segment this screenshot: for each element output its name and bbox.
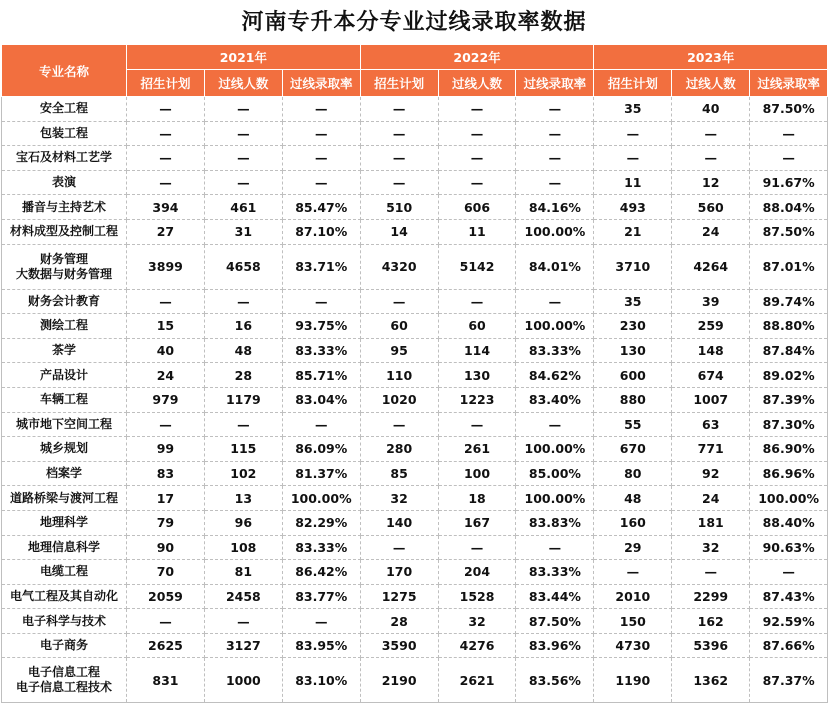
passed-cell: 24 — [672, 219, 750, 244]
passed-cell: 1179 — [204, 387, 282, 412]
rate-cell: — — [282, 412, 360, 437]
plan-cell: 831 — [127, 658, 205, 703]
major-name-text: 表演 — [51, 175, 76, 190]
passed-cell: 1528 — [438, 584, 516, 609]
rate-cell: — — [750, 560, 828, 585]
passed-cell: 4276 — [438, 633, 516, 658]
passed-cell: 60 — [438, 314, 516, 339]
table-row — [2, 289, 828, 314]
rate-cell: 100.00% — [516, 314, 594, 339]
passed-cell: 114 — [438, 338, 516, 363]
rate-cell: 100.00% — [282, 486, 360, 511]
rate-cell: 84.01% — [516, 244, 594, 289]
passed-cell: 12 — [672, 170, 750, 195]
table-row — [2, 658, 828, 703]
major-name-text: 大数据与财务管理 — [15, 266, 112, 281]
table-row — [2, 97, 828, 122]
major-name-cell — [2, 146, 127, 171]
rate-cell: 83.95% — [282, 633, 360, 658]
plan-cell: 280 — [360, 437, 438, 462]
major-name-cell — [2, 535, 127, 560]
plan-cell: 79 — [127, 510, 205, 535]
rate-cell: 100.00% — [750, 486, 828, 511]
major-name-cell — [2, 97, 127, 122]
plan-cell: — — [360, 412, 438, 437]
year-header-2023: 2023年 — [594, 45, 828, 70]
plan-cell: — — [360, 170, 438, 195]
passed-cell: 606 — [438, 195, 516, 220]
plan-cell: 48 — [594, 486, 672, 511]
major-name-text: 车辆工程 — [39, 392, 88, 407]
plan-cell: 35 — [594, 289, 672, 314]
rate-cell: 86.90% — [750, 437, 828, 462]
rate-cell: 89.02% — [750, 363, 828, 388]
plan-cell: 4320 — [360, 244, 438, 289]
rate-cell: 87.30% — [750, 412, 828, 437]
passed-cell: — — [204, 97, 282, 122]
passed-cell: 32 — [438, 609, 516, 634]
rate-cell: 88.04% — [750, 195, 828, 220]
major-name-text: 茶学 — [51, 343, 76, 358]
plan-cell: 21 — [594, 219, 672, 244]
rate-cell: 87.66% — [750, 633, 828, 658]
major-name-cell — [2, 461, 127, 486]
plan-cell: 170 — [360, 560, 438, 585]
plan-cell: — — [127, 289, 205, 314]
major-name-text: 材料成型及控制工程 — [9, 224, 118, 239]
plan-cell: 4730 — [594, 633, 672, 658]
plan-cell: 95 — [360, 338, 438, 363]
rate-cell: 87.50% — [750, 97, 828, 122]
passed-header: 过线人数 — [204, 70, 282, 97]
rate-cell: 82.29% — [282, 510, 360, 535]
rate-cell: 87.37% — [750, 658, 828, 703]
major-name-cell — [2, 338, 127, 363]
rate-cell: 83.77% — [282, 584, 360, 609]
rate-cell: 90.63% — [750, 535, 828, 560]
passed-cell: — — [672, 146, 750, 171]
plan-cell: 28 — [360, 609, 438, 634]
plan-cell: 2625 — [127, 633, 205, 658]
passed-cell: 2458 — [204, 584, 282, 609]
passed-cell: 461 — [204, 195, 282, 220]
passed-cell: 560 — [672, 195, 750, 220]
rate-cell: 83.33% — [516, 338, 594, 363]
rate-cell: — — [750, 121, 828, 146]
passed-cell: 40 — [672, 97, 750, 122]
major-name-text: 财务会计教育 — [27, 293, 100, 308]
rate-cell: 85.00% — [516, 461, 594, 486]
rate-cell: — — [516, 146, 594, 171]
plan-cell: 83 — [127, 461, 205, 486]
table-row — [2, 314, 828, 339]
table-row — [2, 486, 828, 511]
major-name-text: 城乡规划 — [39, 441, 88, 456]
rate-cell: 83.04% — [282, 387, 360, 412]
major-name-cell — [2, 314, 127, 339]
plan-cell: 3899 — [127, 244, 205, 289]
passed-cell: 115 — [204, 437, 282, 462]
table-row — [2, 146, 828, 171]
plan-cell: 55 — [594, 412, 672, 437]
table-row — [2, 195, 828, 220]
plan-cell: 230 — [594, 314, 672, 339]
table-row — [2, 535, 828, 560]
passed-cell: 1223 — [438, 387, 516, 412]
plan-cell: 1020 — [360, 387, 438, 412]
rate-cell: — — [516, 289, 594, 314]
rate-cell: 83.71% — [282, 244, 360, 289]
passed-cell: — — [438, 289, 516, 314]
rate-cell: — — [516, 535, 594, 560]
plan-cell: — — [127, 412, 205, 437]
passed-header: 过线人数 — [672, 70, 750, 97]
major-name-cell — [2, 219, 127, 244]
passed-cell: 16 — [204, 314, 282, 339]
rate-cell: 83.56% — [516, 658, 594, 703]
passed-cell: — — [672, 121, 750, 146]
passed-cell: 102 — [204, 461, 282, 486]
table-row — [2, 219, 828, 244]
plan-cell: 880 — [594, 387, 672, 412]
rate-cell: 92.59% — [750, 609, 828, 634]
rate-cell: 84.16% — [516, 195, 594, 220]
passed-cell: 48 — [204, 338, 282, 363]
rate-cell: — — [516, 170, 594, 195]
major-name-cell — [2, 584, 127, 609]
table-row — [2, 609, 828, 634]
passed-cell: 130 — [438, 363, 516, 388]
plan-cell: 80 — [594, 461, 672, 486]
plan-cell: 35 — [594, 97, 672, 122]
plan-cell: 510 — [360, 195, 438, 220]
plan-cell: — — [127, 609, 205, 634]
rate-cell: 83.33% — [282, 535, 360, 560]
major-name-text: 道路桥梁与渡河工程 — [9, 490, 118, 505]
major-name-cell — [2, 510, 127, 535]
rate-cell: 91.67% — [750, 170, 828, 195]
major-name-text: 城市地下空间工程 — [15, 416, 112, 431]
passed-cell: 5396 — [672, 633, 750, 658]
plan-cell: 2059 — [127, 584, 205, 609]
major-name-text: 地理科学 — [39, 515, 88, 530]
major-name-text: 档案学 — [45, 466, 82, 481]
passed-cell: 261 — [438, 437, 516, 462]
rate-cell: 100.00% — [516, 437, 594, 462]
plan-cell: 1275 — [360, 584, 438, 609]
table-row — [2, 510, 828, 535]
major-name-cell — [2, 437, 127, 462]
plan-cell: 99 — [127, 437, 205, 462]
plan-cell: 493 — [594, 195, 672, 220]
table-row — [2, 244, 828, 289]
major-name-text: 包装工程 — [39, 125, 88, 140]
passed-cell: 4658 — [204, 244, 282, 289]
rate-cell: — — [282, 609, 360, 634]
passed-cell: — — [204, 289, 282, 314]
rate-cell: — — [750, 146, 828, 171]
plan-cell: — — [127, 121, 205, 146]
passed-cell: 63 — [672, 412, 750, 437]
passed-cell: 39 — [672, 289, 750, 314]
passed-cell: — — [438, 146, 516, 171]
year-header-2022: 2022年 — [360, 45, 594, 70]
major-name-text: 地理信息科学 — [27, 539, 100, 554]
rate-header: 过线录取率 — [750, 70, 828, 97]
passed-cell: 3127 — [204, 633, 282, 658]
plan-cell: — — [360, 97, 438, 122]
plan-cell: 600 — [594, 363, 672, 388]
table-row — [2, 121, 828, 146]
major-name-text: 财务管理 — [39, 251, 88, 266]
passed-cell: 96 — [204, 510, 282, 535]
passed-header: 过线人数 — [438, 70, 516, 97]
table-row — [2, 437, 828, 462]
major-name-cell — [2, 363, 127, 388]
plan-cell: 60 — [360, 314, 438, 339]
rate-cell: 87.39% — [750, 387, 828, 412]
plan-cell: 90 — [127, 535, 205, 560]
plan-header: 招生计划 — [127, 70, 205, 97]
major-name-text: 电缆工程 — [39, 564, 88, 579]
passed-cell: 31 — [204, 219, 282, 244]
plan-cell: 24 — [127, 363, 205, 388]
plan-cell: 2190 — [360, 658, 438, 703]
passed-cell: 28 — [204, 363, 282, 388]
rate-cell: 83.44% — [516, 584, 594, 609]
rate-cell: — — [282, 146, 360, 171]
major-name-text: 电子商务 — [39, 638, 88, 653]
plan-cell: 394 — [127, 195, 205, 220]
plan-header: 招生计划 — [594, 70, 672, 97]
plan-cell: 160 — [594, 510, 672, 535]
plan-cell: 110 — [360, 363, 438, 388]
passed-cell: — — [438, 535, 516, 560]
major-name-cell — [2, 609, 127, 634]
major-name-cell — [2, 195, 127, 220]
plan-cell: — — [127, 170, 205, 195]
major-name-text: 电子信息工程技术 — [15, 680, 112, 695]
rate-cell: 88.40% — [750, 510, 828, 535]
rate-cell: 83.40% — [516, 387, 594, 412]
passed-cell: 18 — [438, 486, 516, 511]
passed-cell: 11 — [438, 219, 516, 244]
passed-cell: 167 — [438, 510, 516, 535]
table-row — [2, 387, 828, 412]
rate-cell: 93.75% — [282, 314, 360, 339]
rate-cell: 85.71% — [282, 363, 360, 388]
passed-cell: 92 — [672, 461, 750, 486]
rate-cell: — — [282, 97, 360, 122]
rate-cell: 83.96% — [516, 633, 594, 658]
plan-cell: — — [360, 121, 438, 146]
table-row — [2, 363, 828, 388]
rate-cell: — — [282, 121, 360, 146]
rate-cell: — — [282, 289, 360, 314]
plan-cell: 29 — [594, 535, 672, 560]
plan-cell: 27 — [127, 219, 205, 244]
passed-cell: 259 — [672, 314, 750, 339]
major-name-cell — [2, 289, 127, 314]
page-title: 河南专升本分专业过线录取率数据 — [241, 10, 587, 35]
plan-cell: 14 — [360, 219, 438, 244]
plan-cell: 40 — [127, 338, 205, 363]
plan-cell: 670 — [594, 437, 672, 462]
major-name-cell — [2, 170, 127, 195]
major-name-cell — [2, 121, 127, 146]
table-row — [2, 633, 828, 658]
passed-cell: 1000 — [204, 658, 282, 703]
major-name-cell — [2, 658, 127, 703]
passed-cell: 2621 — [438, 658, 516, 703]
major-name-text: 安全工程 — [39, 101, 88, 116]
table-row — [2, 170, 828, 195]
passed-cell: 32 — [672, 535, 750, 560]
plan-cell: 2010 — [594, 584, 672, 609]
plan-cell: 979 — [127, 387, 205, 412]
passed-cell: 4264 — [672, 244, 750, 289]
rate-cell: 85.47% — [282, 195, 360, 220]
major-name-text: 测绘工程 — [39, 318, 88, 333]
passed-cell: 100 — [438, 461, 516, 486]
table-row — [2, 412, 828, 437]
rate-cell: 84.62% — [516, 363, 594, 388]
passed-cell: — — [204, 609, 282, 634]
passed-cell: 1362 — [672, 658, 750, 703]
plan-cell: 32 — [360, 486, 438, 511]
passed-cell: 204 — [438, 560, 516, 585]
plan-cell: — — [594, 560, 672, 585]
plan-cell: — — [594, 146, 672, 171]
major-name-text: 电气工程及其自动化 — [9, 588, 118, 603]
rate-header: 过线录取率 — [282, 70, 360, 97]
passed-cell: 674 — [672, 363, 750, 388]
rate-cell: 89.74% — [750, 289, 828, 314]
plan-cell: 70 — [127, 560, 205, 585]
rate-cell: 87.84% — [750, 338, 828, 363]
table-row — [2, 560, 828, 585]
plan-cell: — — [360, 535, 438, 560]
passed-cell: 1007 — [672, 387, 750, 412]
rate-cell: 87.01% — [750, 244, 828, 289]
rate-cell: 83.33% — [282, 338, 360, 363]
plan-header: 招生计划 — [360, 70, 438, 97]
rate-cell: 87.10% — [282, 219, 360, 244]
passed-cell: — — [438, 170, 516, 195]
rate-cell: — — [282, 170, 360, 195]
passed-cell: — — [672, 560, 750, 585]
rate-cell: 83.33% — [516, 560, 594, 585]
plan-cell: 11 — [594, 170, 672, 195]
plan-cell: 3590 — [360, 633, 438, 658]
rate-cell: — — [516, 121, 594, 146]
rate-cell: 83.83% — [516, 510, 594, 535]
major-name-text: 播音与主持艺术 — [21, 199, 106, 214]
year-header-2021: 2021年 — [127, 45, 361, 70]
table-body — [2, 97, 828, 703]
plan-cell: 130 — [594, 338, 672, 363]
rate-cell: — — [516, 412, 594, 437]
rate-cell: 87.50% — [750, 219, 828, 244]
passed-cell: 181 — [672, 510, 750, 535]
passed-cell: 81 — [204, 560, 282, 585]
plan-cell: — — [594, 121, 672, 146]
table-row — [2, 461, 828, 486]
passed-cell: 148 — [672, 338, 750, 363]
passed-cell: — — [204, 121, 282, 146]
major-name-text: 产品设计 — [39, 367, 88, 382]
passed-cell: — — [438, 121, 516, 146]
passed-cell: 2299 — [672, 584, 750, 609]
plan-cell: 1190 — [594, 658, 672, 703]
major-name-cell — [2, 560, 127, 585]
plan-cell: — — [360, 289, 438, 314]
major-name-cell — [2, 387, 127, 412]
passed-cell: — — [204, 146, 282, 171]
passed-cell: — — [438, 412, 516, 437]
rate-header: 过线录取率 — [516, 70, 594, 97]
rate-cell: 86.42% — [282, 560, 360, 585]
rate-cell: 100.00% — [516, 486, 594, 511]
passed-cell: 13 — [204, 486, 282, 511]
passed-cell: 771 — [672, 437, 750, 462]
major-name-cell — [2, 412, 127, 437]
plan-cell: — — [127, 97, 205, 122]
passed-cell: — — [204, 412, 282, 437]
rate-cell: 87.50% — [516, 609, 594, 634]
table-row — [2, 338, 828, 363]
major-name-cell — [2, 633, 127, 658]
plan-cell: 17 — [127, 486, 205, 511]
plan-cell: — — [360, 146, 438, 171]
passed-cell: 162 — [672, 609, 750, 634]
major-name-cell — [2, 486, 127, 511]
table-row — [2, 584, 828, 609]
rate-cell: — — [516, 97, 594, 122]
rate-cell: 88.80% — [750, 314, 828, 339]
admission-rate-table — [1, 44, 828, 703]
rate-cell: 83.10% — [282, 658, 360, 703]
passed-cell: 24 — [672, 486, 750, 511]
plan-cell: 15 — [127, 314, 205, 339]
plan-cell: — — [127, 146, 205, 171]
major-name-header: 专业名称 — [2, 45, 127, 97]
rate-cell: 87.43% — [750, 584, 828, 609]
plan-cell: 140 — [360, 510, 438, 535]
passed-cell: — — [204, 170, 282, 195]
major-name-text: 电子科学与技术 — [21, 613, 106, 628]
passed-cell: — — [438, 97, 516, 122]
rate-cell: 86.96% — [750, 461, 828, 486]
plan-cell: 3710 — [594, 244, 672, 289]
passed-cell: 108 — [204, 535, 282, 560]
plan-cell: 85 — [360, 461, 438, 486]
rate-cell: 100.00% — [516, 219, 594, 244]
major-name-text: 宝石及材料工艺学 — [15, 150, 112, 165]
passed-cell: 5142 — [438, 244, 516, 289]
plan-cell: 150 — [594, 609, 672, 634]
rate-cell: 81.37% — [282, 461, 360, 486]
major-name-cell — [2, 244, 127, 289]
major-name-text: 电子信息工程 — [27, 665, 100, 680]
rate-cell: 86.09% — [282, 437, 360, 462]
